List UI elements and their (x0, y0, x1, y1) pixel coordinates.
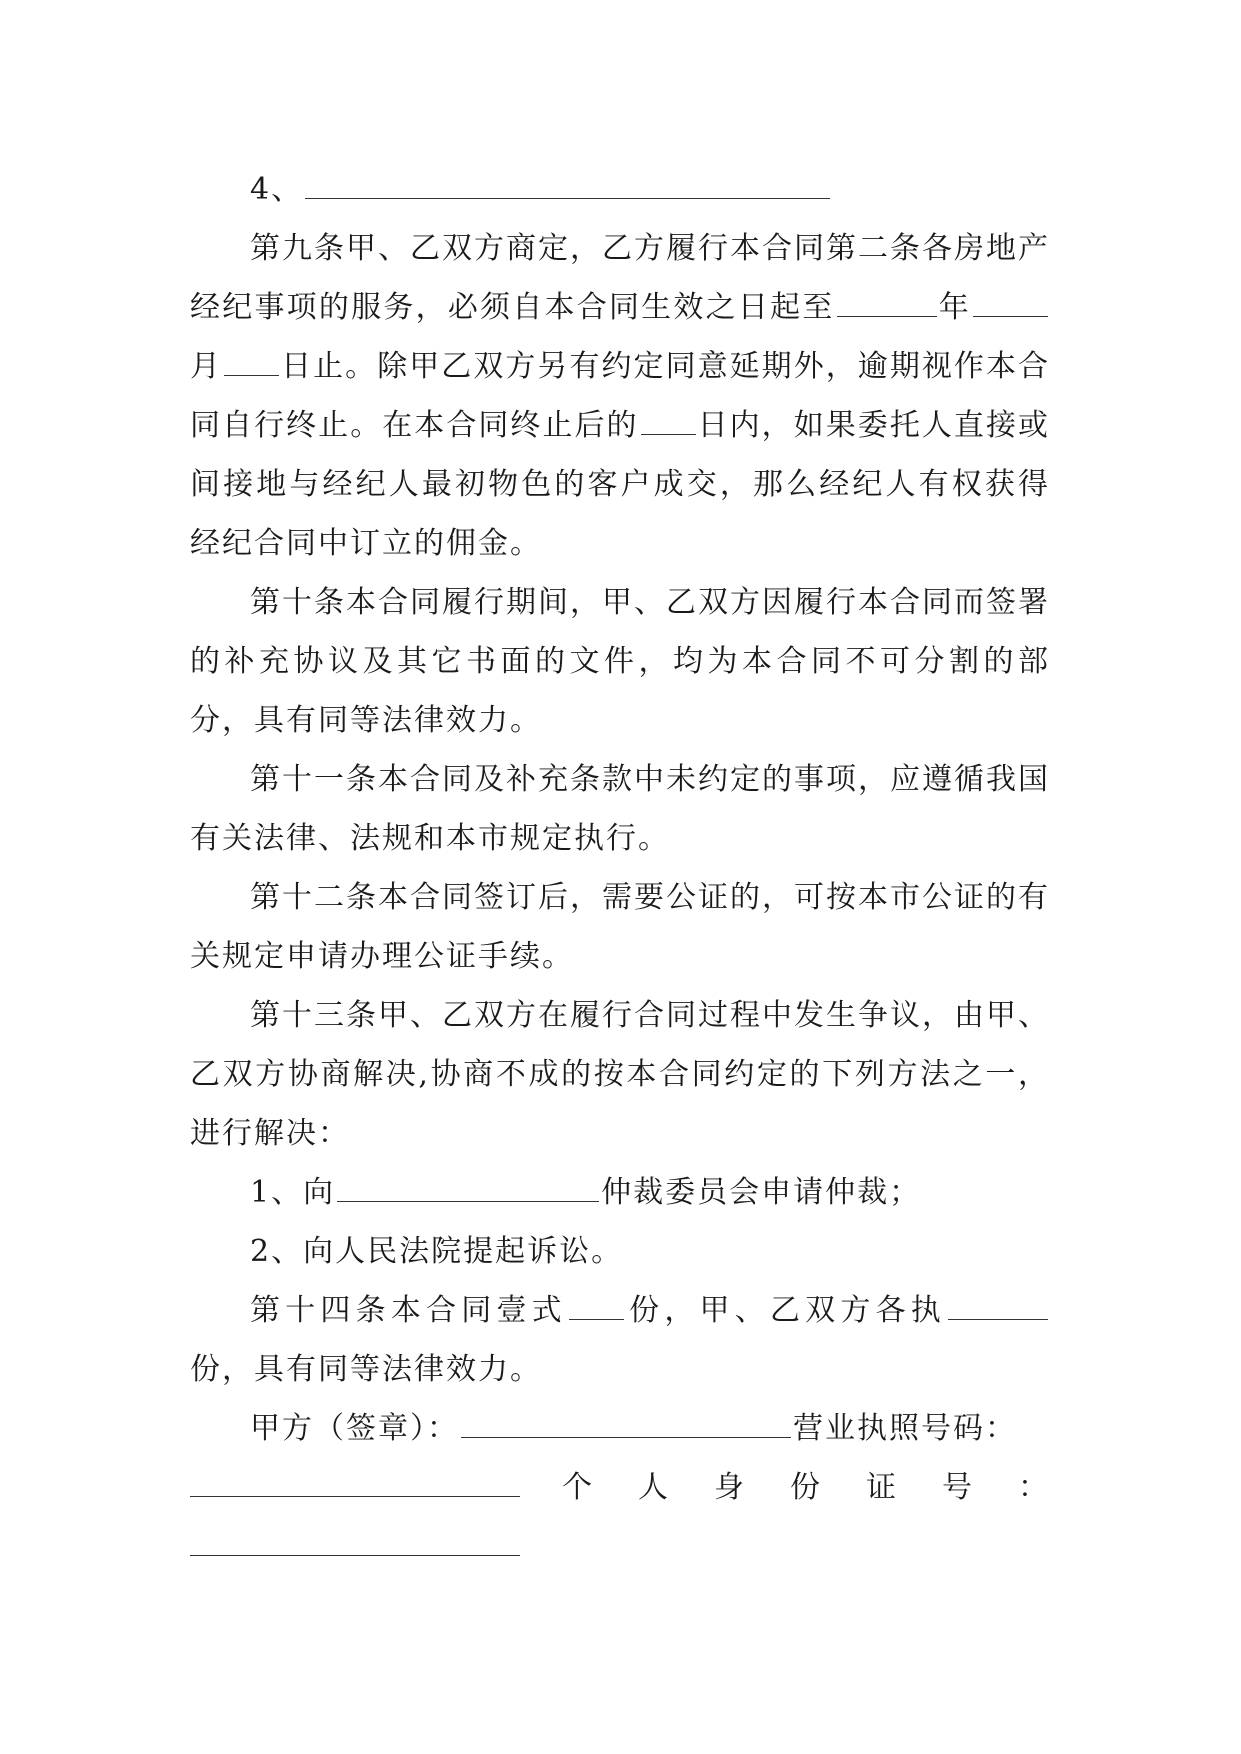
article-14-text-1: 第十四条本合同壹式 (250, 1293, 567, 1328)
party-a-signature-blank (461, 1410, 791, 1438)
signature-party-a (190, 1399, 1050, 1458)
license-label: 营业执照号码： (793, 1411, 1017, 1446)
id-char: 号 (942, 1470, 974, 1505)
id-number-label (562, 1458, 1050, 1517)
article-9-day-blank (224, 348, 279, 376)
article-14-text-3: 份，具有同等法律效力。 (190, 1352, 542, 1387)
article-14 (190, 1281, 1050, 1399)
id-number-blank (190, 1528, 520, 1556)
article-10: 第十条本合同履行期间，甲、乙双方因履行本合同而签署的补充协议及其它书面的文件，均为本合同不可分割的部分，具有同等法律效力。 (190, 585, 1050, 738)
option-1-prefix: 1、向 (250, 1175, 336, 1210)
option-1-suffix: 仲裁委员会申请仲裁； (601, 1175, 922, 1210)
id-char: 份 (790, 1470, 822, 1505)
contract-body (190, 160, 1050, 1576)
party-a-label: 甲方（签章）： (250, 1411, 459, 1446)
article-9-text-3: 日内，如果委托人直接或间接地与经纪人最初物色的客户成交，那么经纪人有权获得经纪合同中订立的佣金。 (190, 408, 1051, 561)
article-13: 第十三条甲、乙双方在履行合同过程中发生争议，由甲、乙双方协商解决,协商不成的按本合同约定的下列方法之一，进行解决： (190, 998, 1050, 1151)
article-9-days-blank (641, 407, 696, 435)
article-9-month-blank (973, 289, 1048, 317)
id-char: ： (1018, 1470, 1050, 1505)
id-char: 人 (638, 1470, 670, 1505)
id-number-line (190, 1458, 1050, 1517)
article-9-month-label: 月 (190, 349, 223, 384)
article-9 (190, 219, 1050, 573)
article-9-year-blank (837, 289, 937, 317)
article-9-text-1: 第九条甲、乙双方商定，乙方履行本合同第二条各房地产经纪事项的服务，必须自本合同生效之日起至 (190, 231, 1050, 325)
article-13-option-2: 2、向人民法院提起诉讼。 (250, 1234, 624, 1269)
id-number-blank-line (190, 1517, 1050, 1576)
arbitration-committee-blank (337, 1174, 599, 1202)
article-13-option-1 (190, 1163, 1050, 1222)
article-9-text-2: 日止。除甲乙双方另有约定同意延期外，逾期视作本合同自行终止。在本合同终止后的 (190, 349, 1051, 443)
id-char: 个 (562, 1470, 594, 1505)
item-4 (190, 160, 1050, 219)
article-11: 第十一条本合同及补充条款中未约定的事项，应遵循我国有关法律、法规和本市规定执行。 (190, 762, 1050, 856)
article-14-text-2: 份，甲、乙双方各执 (625, 1293, 947, 1328)
id-char: 身 (714, 1470, 746, 1505)
article-14-copies-blank (569, 1292, 624, 1320)
article-14-each-blank (948, 1292, 1048, 1320)
article-9-year-label: 年 (938, 290, 972, 325)
id-char: 证 (866, 1470, 898, 1505)
license-number-blank (190, 1469, 520, 1497)
item-4-prefix: 4、 (250, 172, 304, 207)
item-4-blank (305, 171, 830, 199)
article-12: 第十二条本合同签订后，需要公证的，可按本市公证的有关规定申请办理公证手续。 (190, 880, 1050, 974)
